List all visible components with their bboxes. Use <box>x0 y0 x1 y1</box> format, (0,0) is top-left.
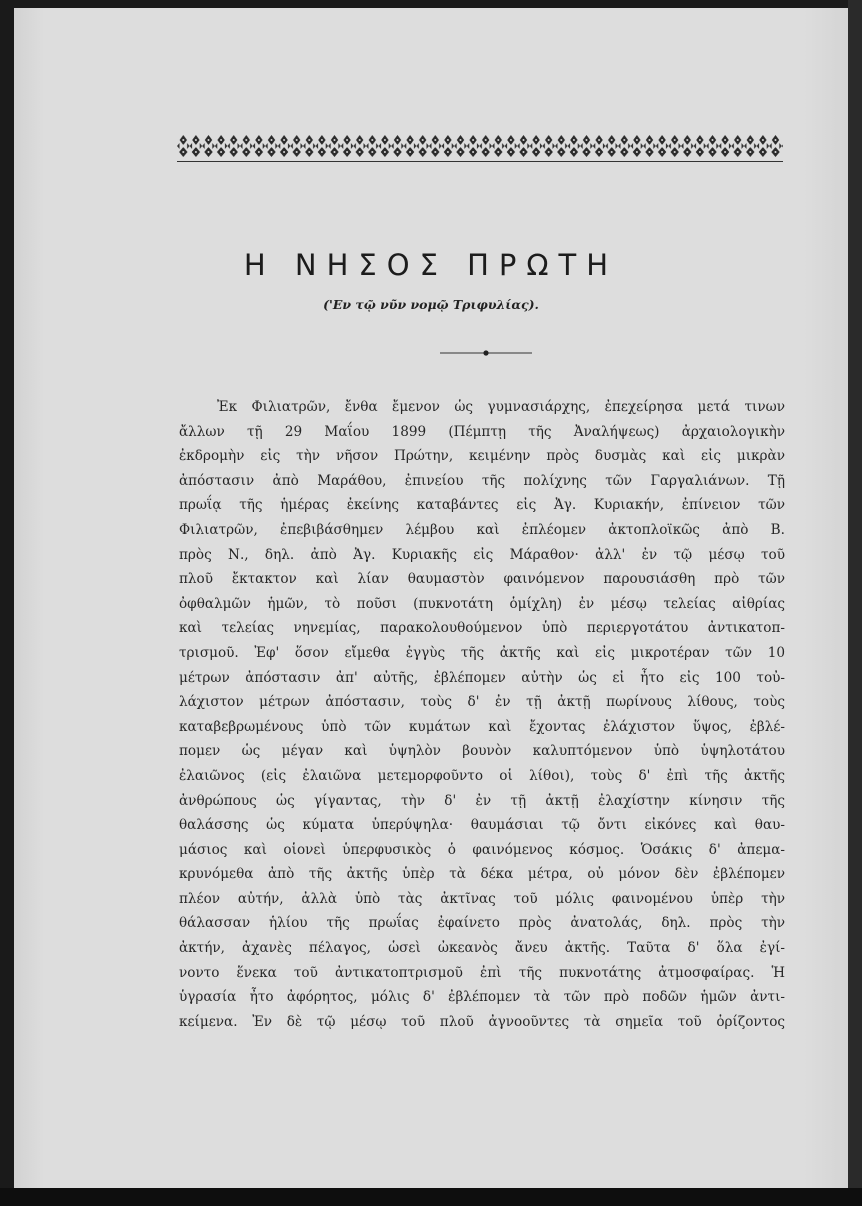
text-line: λάχιστον μέτρων ἀπόστασιν, τοὺς δ' ἐν τῇ ἀκτῇ πωρίνους λίθους, τοὺς <box>179 694 785 711</box>
text-line: Ἐκ Φιλιατρῶν, ἔνθα ἔμενον ὡς γυμνασιάρχης, ἐπεχείρησα μετά τινων <box>217 399 785 415</box>
text-line: καὶ τελείας νηνεμίας, παρακολουθούμενον ὑπὸ περιεργοτάτου ἀντικατοπ- <box>179 620 785 637</box>
section-divider-ornament <box>440 347 532 359</box>
text-line: κείμενα. Ἐν δὲ τῷ μέσῳ τοῦ πλοῦ ἀγνοοῦντες τὰ σημεῖα τοῦ ὁρίζοντος <box>179 1013 785 1030</box>
text-line: πρὸς Ν., δηλ. ἀπὸ Ἀγ. Κυριακῆς εἰς Μάραθον· ἀλλ' ἐν τῷ μέσῳ τοῦ <box>179 546 785 563</box>
book-page <box>14 8 848 1188</box>
text-line: καταβεβρωμένους ὑπὸ τῶν κυμάτων καὶ ἔχοντας ἐλάχιστον ὕψος, ἐβλέ- <box>179 718 785 735</box>
text-line: ἀπόστασιν ἀπὸ Μαράθου, ἐπινείου τῆς πολίχνης τῶν Γαργαλιάνων. Τῇ <box>179 472 785 489</box>
ornamental-header-band <box>177 132 783 162</box>
page-right-edge-shadow <box>848 0 862 1206</box>
page-bottom-edge-shadow <box>0 1188 862 1206</box>
page-title: Η ΝΗΣΟΣ ΠΡΩΤΗ <box>243 248 619 282</box>
text-line: ἐκδρομὴν εἰς τὴν νῆσον Πρώτην, κειμένην πρὸς δυσμὰς καὶ εἰς μικρὰν <box>179 448 785 465</box>
text-line: ἀκτήν, ἀχανὲς πέλαγος, ὡσεὶ ὠκεανὸς ἄνευ ἀκτῆς. Ταῦτα δ' ὅλα ἐγί- <box>179 940 785 957</box>
text-line: τρισμοῦ. Ἐφ' ὅσον εἴμεθα ἐγγὺς τῆς ἀκτῆς καὶ εἰς μικροτέραν τῶν 10 <box>179 644 785 661</box>
text-line: πρωΐᾳ τῆς ἡμέρας ἐκείνης καταβάντες εἰς Ἀγ. Κυριακήν, ἐπίνειον τῶν <box>179 497 785 514</box>
text-line: μάσιος καὶ οἱονεὶ ὑπερφυσικὸς ὁ φαινόμενος κόσμος. Ὁσάκις δ' ἀπεμα- <box>179 841 785 858</box>
ornament-underline <box>177 161 783 162</box>
text-line: ὀφθαλμῶν ἡμῶν, τὸ ποῦσι (πυκνοτάτη ὁμίχλη) ἐν μέσῳ τελείας αἰθρίας <box>179 595 785 612</box>
text-line: νοντο ἕνεκα τοῦ ἀντικατοπτρισμοῦ ἐπὶ τῆς πυκνοτάτης ἀτμοσφαίρας. Ἡ <box>179 964 785 981</box>
text-line: ἐλαιῶνος (εἰς ἐλαιῶνα μετεμορφοῦντο οἱ λίθοι), τοὺς δ' ἐπὶ τῆς ἀκτῆς <box>179 767 785 784</box>
text-line: θάλασσαν ἡλίου τῆς πρωΐας ἐφαίνετο πρὸς ἀνατολάς, δηλ. πρὸς τὴν <box>179 915 785 932</box>
text-line: πλοῦ ἔκτακτον καὶ λίαν θαυμαστὸν φαινόμενον παρουσιάσθη πρὸ τῶν <box>179 571 785 588</box>
page-subtitle: ('Εν τῷ νῦν νομῷ Τριφυλίας). <box>323 297 539 312</box>
text-line: Φιλιατρῶν, ἐπεβιβάσθημεν λέμβου καὶ ἐπλέομεν ἀκτοπλοϊκῶς ἀπὸ Β. <box>179 521 785 538</box>
body-text <box>179 395 785 1034</box>
text-line: ὑγρασία ἦτο ἀφόρητος, μόλις δ' ἐβλέπομεν τὰ τῶν πρὸ ποδῶν ἡμῶν ἀντι- <box>179 989 785 1006</box>
text-line: ἄλλων τῇ 29 Μαΐου 1899 (Πέμπτῃ τῆς Ἀναλήψεως) ἀρχαιολογικὴν <box>179 423 785 440</box>
text-line: μέτρων ἀπόστασιν ἀπ' αὐτῆς, ἐβλέπομεν αὐτὴν ὡς εἰ ἦτο εἰς 100 τοὐ- <box>179 669 785 686</box>
text-line: πλέον αὐτήν, ἀλλὰ ὑπὸ τὰς ἀκτῖνας τοῦ μόλις φαινομένου ὑπὲρ τὴν <box>179 890 785 907</box>
text-line: θαλάσσης ὡς κύματα ὑπερύψηλα· θαυμάσιαι τῷ ὄντι εἰκόνες καὶ θαυ- <box>179 817 785 834</box>
text-line: ἀνθρώπους ὡς γίγαντας, τὴν δ' ἐν τῇ ἀκτῇ ἐλαχίστην κίνησιν τῆς <box>179 792 785 809</box>
text-line: κρυνόμεθα ἀπὸ τῆς ἀκτῆς ὑπὲρ τὰ δέκα μέτρα, οὐ μόνον δὲν ἐβλέπομεν <box>179 866 785 883</box>
text-line: πομεν ὡς μέγαν καὶ ὑψηλὸν βουνὸν καλυπτόμενον ὑπὸ ὑψηλοτάτου <box>179 743 785 760</box>
